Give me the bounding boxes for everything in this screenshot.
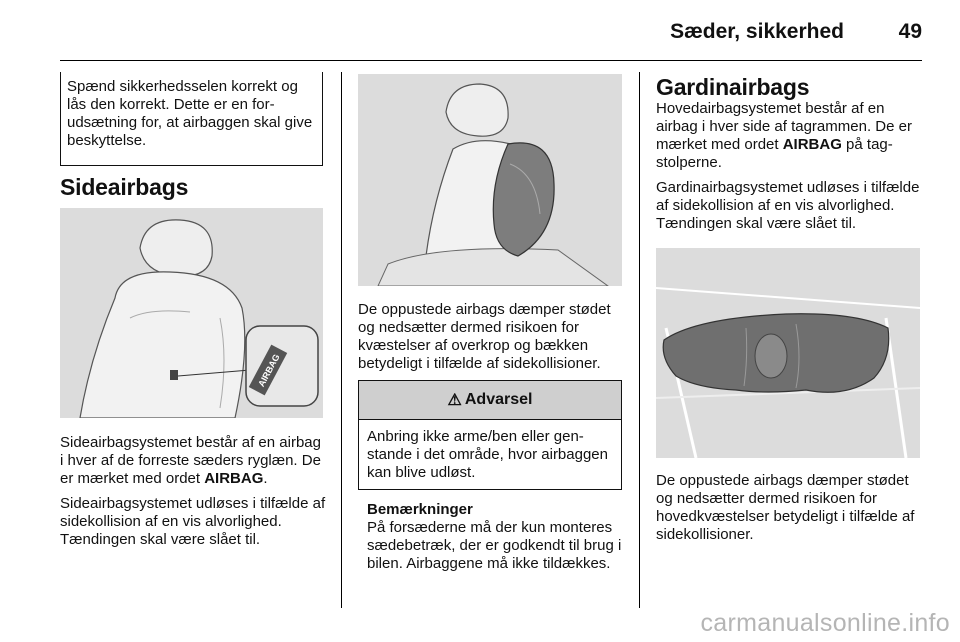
header-rule bbox=[60, 60, 922, 61]
warning-box bbox=[358, 380, 622, 490]
column-1-body bbox=[60, 434, 326, 549]
column-3-body bbox=[656, 472, 926, 544]
inflated-side-airbag-image bbox=[358, 74, 622, 286]
sideairbags-heading: Sideairbags bbox=[60, 174, 189, 200]
sideairbags-para-2: Sideairbagsystemet udløses i tilfælde af sidekollision af en vis alvorlighed. Tændingen skal være slået til. bbox=[60, 495, 326, 548]
notes-text: På forsæderne må der kun monteres sædebetræk, der er godkendt til brug i bilen. Airbaggene må ikke tildækkes. bbox=[367, 519, 622, 572]
warning-header bbox=[359, 381, 621, 420]
seat-illustration-svg bbox=[60, 208, 323, 418]
intro-note-text: Spænd sikkerhedsselen korrekt og lås den korrekt. Dette er en forudsætning for, at airbaggen skal give beskyttelse. bbox=[67, 78, 313, 149]
column-2-body bbox=[358, 301, 628, 373]
section-title: Sæder, sikkerhed bbox=[670, 20, 844, 43]
airbag-keyword: AIRBAG bbox=[204, 470, 264, 487]
page-header bbox=[60, 18, 922, 48]
column-1 bbox=[60, 72, 323, 200]
intro-note-box bbox=[60, 72, 323, 166]
notes-section bbox=[367, 501, 629, 573]
warning-title: Advarsel bbox=[464, 391, 533, 408]
gardinairbags-para-1: Hovedairbagsystemet består af en airbag i hver side af tagrammen. De er mærket med ordet AIRBAG på tagstolperne. bbox=[656, 100, 912, 171]
warning-triangle-icon: ⚠ bbox=[447, 392, 462, 409]
column-divider-2 bbox=[639, 72, 640, 608]
airbag-keyword-2: AIRBAG bbox=[782, 136, 842, 153]
airbag-label-text: AIRBAG bbox=[256, 352, 282, 389]
curtain-airbag-image bbox=[656, 248, 920, 458]
inflated-seat-svg bbox=[358, 74, 622, 286]
page-number: 49 bbox=[898, 20, 922, 43]
gardinairbags-heading: Gardinairbags bbox=[656, 74, 810, 100]
watermark: carmanualsonline.info bbox=[700, 609, 950, 637]
curtain-airbag-caption: De oppustede airbags dæmper stødet og nedsætter dermed risikoen for hovedkvæstelser betydeligt i tilfælde af sidekollisioner. bbox=[656, 472, 915, 543]
sideairbags-para-1: Sideairbagsystemet består af en airbag i hver af de forreste sæders ryglæn. De er mærket med ordet AIRBAG. bbox=[60, 434, 321, 487]
warning-text: Anbring ikke arme/ben eller genstande i det område, hvor airbaggen kan blive udløst. bbox=[367, 428, 608, 481]
side-airbag-caption: De oppustede airbags dæmper stødet og nedsætter dermed risikoen for kvæstelser af overkrop og bækken betydeligt i tilfælde af sidekollisioner. bbox=[358, 301, 611, 372]
gardinairbags-para-2: Gardinairbagsystemet udløses i tilfælde af sidekollision af en vis alvorlighed. Tændingen skal være slået til. bbox=[656, 179, 920, 232]
column-3 bbox=[656, 74, 926, 233]
curtain-airbag-svg bbox=[656, 248, 920, 458]
column-divider-1 bbox=[341, 72, 342, 608]
notes-title: Bemærkninger bbox=[367, 501, 473, 518]
seat-side-airbag-image bbox=[60, 208, 323, 418]
